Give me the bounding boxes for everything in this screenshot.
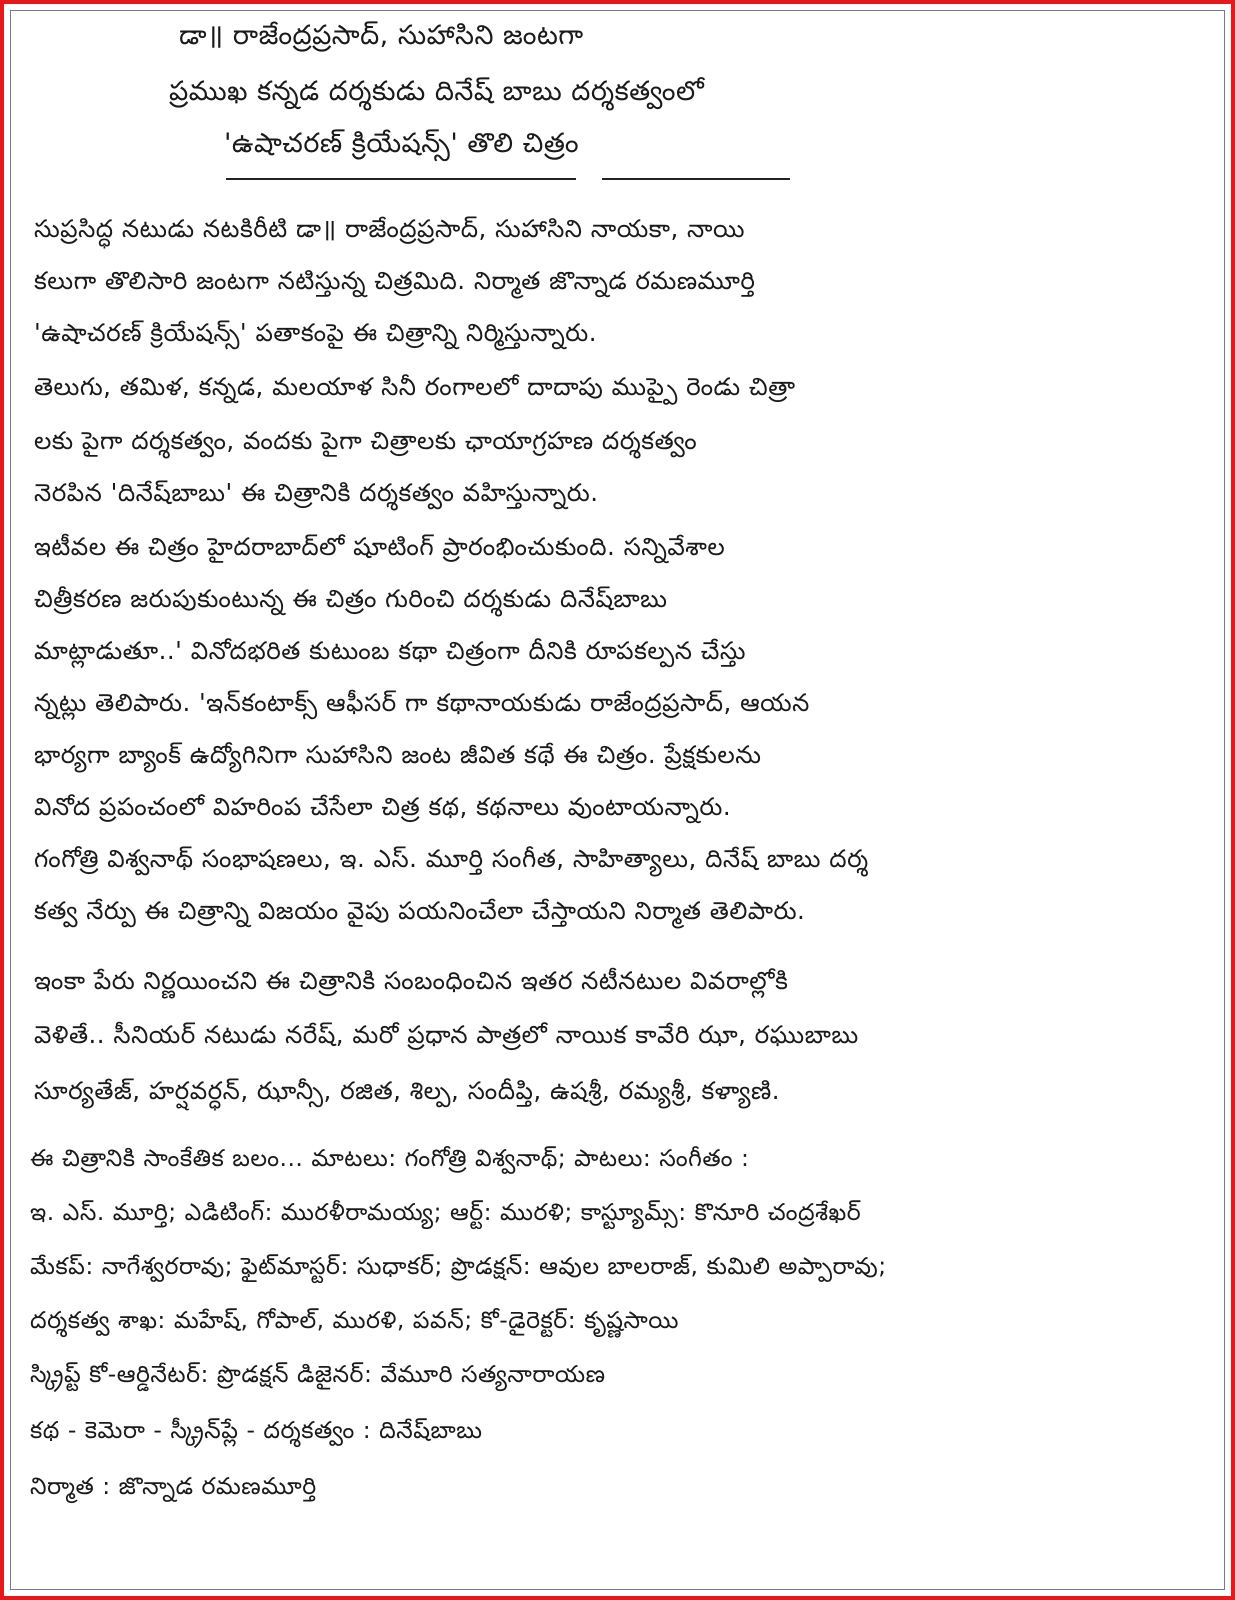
- paragraph-3-line-8: కత్వ నేర్పు ఈ చిత్రాన్ని విజయం వైపు పయనించేలా చేస్తాయని నిర్మాత తెలిపారు.: [34, 896, 806, 925]
- credits-line-3: మేకప్: నాగేశ్వరరావు; ఫైట్‌మాస్టర్: సుధాకర్; ప్రొడక్షన్: ఆవుల బాలరాజ్, కుమిలి అప్పారావు;: [30, 1252, 887, 1280]
- paragraph-3-line-7: గంగోత్రి విశ్వనాథ్ సంభాషణలు, ఇ. ఎస్. మూర్తి సంగీత, సాహిత్యాలు, దినేష్ బాబు దర్శ: [34, 844, 869, 873]
- paragraph-1-line-1: సుప్రసిద్ధ నటుడు నటకిరీటి డా॥ రాజేంద్రప్రసాద్, సుహాసిని నాయకా, నాయి: [34, 214, 745, 243]
- paragraph-2-line-1: తెలుగు, తమిళ, కన్నడ, మలయాళ సినీ రంగాలలో దాదాపు ముప్పై రెండు చిత్రా: [34, 372, 796, 401]
- paragraph-4-line-2: వెళితే.. సీనియర్ నటుడు నరేష్, మరో ప్రధాన పాత్రలో నాయిక కావేరి ఝా, రఘుబాబు: [34, 1020, 859, 1049]
- paragraph-2-line-3: నెరపిన 'దినేష్‌బాబు' ఈ చిత్రానికి దర్శకత్వం వహిస్తున్నారు.: [34, 478, 599, 507]
- paragraph-3-line-5: భార్యగా బ్యాంక్ ఉద్యోగినిగా సుహాసిని జంట జీవిత కథే ఈ చిత్రం. ప్రేక్షకులను: [34, 740, 762, 769]
- paragraph-4-line-3: సూర్యతేజ్, హర్షవర్ధన్, ఝాన్సీ, రజిత, శిల్ప, సందీప్తి, ఉషశ్రీ, రమ్యశ్రీ, కళ్యాణి.: [34, 1076, 781, 1105]
- paragraph-1-line-2: కలుగా తొలిసారి జంటగా నటిస్తున్న చిత్రమిది. నిర్మాత జొన్నాడ రమణమూర్తి: [34, 266, 756, 295]
- paragraph-3-line-1: ఇటీవల ఈ చిత్రం హైదరాబాద్‌లో షూటింగ్ ప్రారంభించుకుంది. సన్నివేశాల: [34, 532, 726, 561]
- credits-line-5: స్క్రిప్ట్ కో-ఆర్డినేటర్: ప్రొడక్షన్ డిజైనర్: వేమూరి సత్యనారాయణ: [30, 1360, 606, 1388]
- paragraph-3-line-6: వినోద ప్రపంచంలో విహరింప చేసేలా చిత్ర కథ, కథనాలు వుంటాయన్నారు.: [34, 792, 732, 821]
- paragraph-3-line-3: మాట్లాడుతూ..' వినోదభరిత కుటుంబ కథా చిత్రంగా దీనికి రూపకల్పన చేస్తు: [34, 636, 746, 665]
- paragraph-2-line-2: లకు పైగా దర్శకత్వం, వందకు పైగా చిత్రాలకు ఛాయాగ్రహణ దర్శకత్వం: [34, 426, 698, 455]
- credits-line-7: నిర్మాత : జొన్నాడ రమణమూర్తి: [30, 1472, 317, 1500]
- heading-underline-right: [602, 178, 790, 180]
- credits-line-6: కథ - కెమెరా - స్క్రీన్‌ప్లే - దర్శకత్వం : దినేష్‌బాబు: [30, 1416, 483, 1444]
- paragraph-1-line-3: 'ఉషాచరణ్ క్రియేషన్స్' పతాకంపై ఈ చిత్రాన్ని నిర్మిస్తున్నారు.: [34, 318, 598, 347]
- credits-line-4: దర్శకత్వ శాఖ: మహేష్, గోపాల్, మురళి, పవన్; కో-డైరెక్టర్: కృష్ణసాయి: [30, 1306, 679, 1334]
- heading-line-3: 'ఉషాచరణ్ క్రియేషన్స్' తొలి చిత్రం: [224, 128, 580, 159]
- paragraph-3-line-4: న్నట్లు తెలిపారు. 'ఇన్‌కంటాక్స్ ఆఫీసర్ గా కథానాయకుడు రాజేంద్రప్రసాద్, ఆయన: [34, 688, 810, 717]
- heading-line-1: డా॥ రాజేంద్రప్రసాద్, సుహాసిని జంటగా: [179, 20, 584, 51]
- paragraph-3-line-2: చిత్రీకరణ జరుపుకుంటున్న ఈ చిత్రం గురించి దర్శకుడు దినేష్‌బాబు: [34, 584, 668, 613]
- credits-line-2: ఇ. ఎస్. మూర్తి; ఎడిటింగ్: మురళీరామయ్య; ఆర్ట్: మురళి; కాస్ట్యూమ్స్: కొనూరి చంద్రశేఖర్: [30, 1198, 862, 1226]
- heading-line-2: ప్రముఖ కన్నడ దర్శకుడు దినేష్ బాబు దర్శకత్వంలో: [169, 76, 705, 107]
- heading-underline-left: [226, 178, 576, 180]
- paragraph-4-line-1: ఇంకా పేరు నిర్ణయించని ఈ చిత్రానికి సంబంధించిన ఇతర నటీనటుల వివరాల్లోకి: [34, 966, 789, 995]
- credits-line-1: ఈ చిత్రానికి సాంకేతిక బలం... మాటలు: గంగోత్రి విశ్వనాథ్; పాటలు: సంగీతం :: [30, 1144, 750, 1172]
